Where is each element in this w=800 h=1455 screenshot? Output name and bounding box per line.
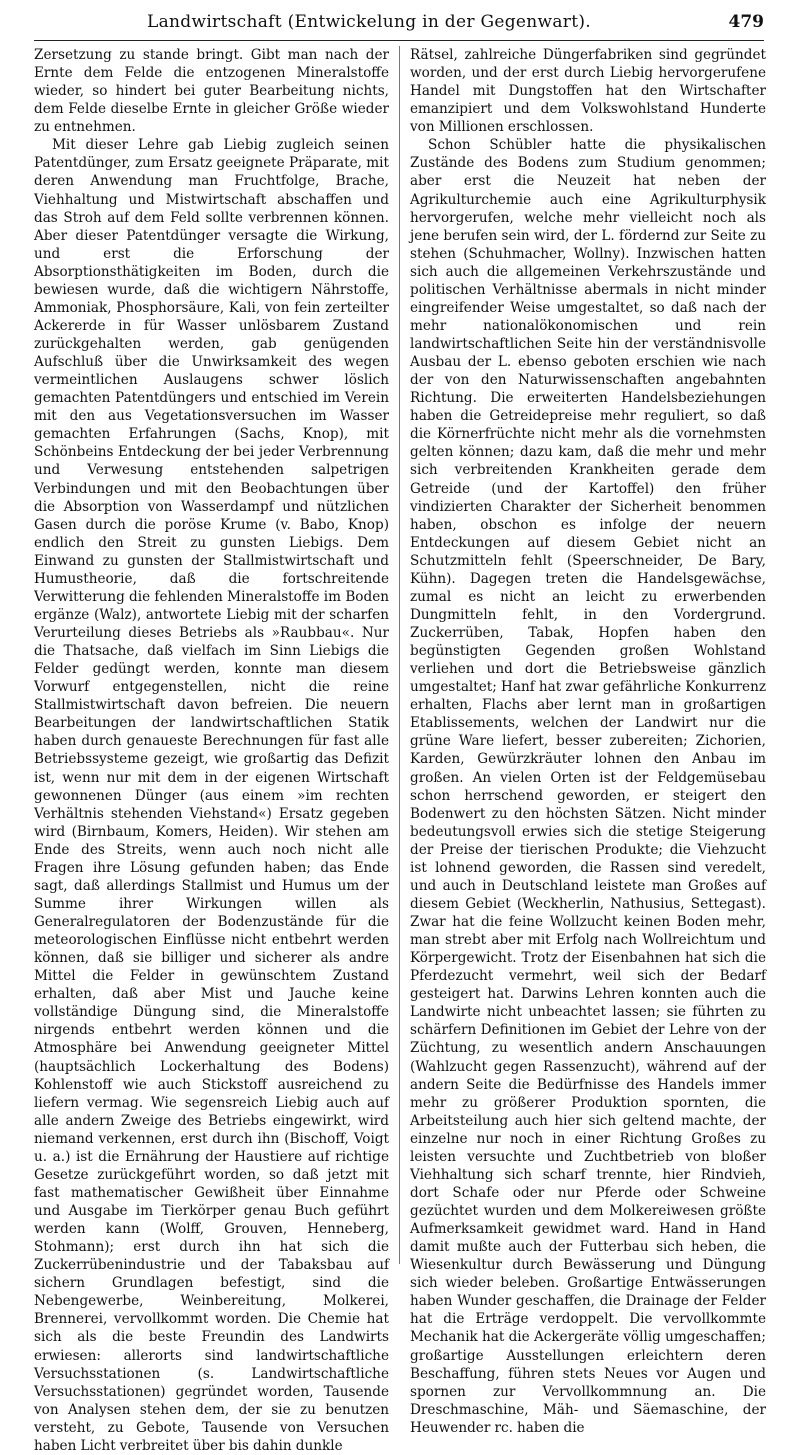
paragraph: Zersetzung zu stande bringt. Gibt man nach der Ernte dem Felde die entzogenen Mineralstoffe wieder, so hindert bei guter Bearbeitung nichts, dem Felde dieselbe Ernte in gleicher Größe wieder zu entnehmen. — [34, 47, 389, 136]
right-column — [410, 46, 766, 1436]
column-divider — [399, 46, 400, 1264]
left-column — [34, 46, 389, 1454]
paragraph: Rätsel, zahlreiche Düngerfabriken sind gegründet worden, und der erst durch Liebig hervorgerufene Handel mit Dungstoffen hat den Wirtschafter emanzipiert und dem Volkswohlstand Hunderte von Millionen erschlossen. — [410, 47, 766, 136]
page-header — [34, 10, 764, 41]
paragraph: Schon Schübler hatte die physikalischen Zustände des Bodens zum Studium genommen; aber erst die Neuzeit hat neben der Agrikulturchemie auch eine Agrikulturphysik hervorgerufen, welche mehr vielleicht noch als jene berufen sein wird, der L. fördernd zur Seite zu stehen (Schuhmacher, Wollny). Inzwischen hatten sich auch die allgemeinen Verkehrszustände und politischen Verhältnisse abermals in nicht minder eingreifender Weise umgestaltet, so daß nach der mehr nationalökonomischen und rein landwirtschaftlichen Seite hin der verständnisvolle Ausbau der L. ebenso geboten erschien wie nach der von den Naturwissenschaften angebahnten Richtung. Die erweiterten Handelsbeziehungen haben die Getreidepreise mehr reguliert, so daß die Körnerfrüchte nicht mehr als die vornehmsten gelten können; dazu kam, daß die mehr und mehr sich verbreitenden Krankheiten gerade dem Getreide (und der Kartoffel) den früher vindizierten Charakter der Sicherheit benommen haben, obschon es infolge der neuern Entdeckungen auf diesem Gebiet nicht an Schutzmitteln fehlt (Speerschneider, De Bary, Kühn). Dagegen treten die Handelsgewächse, zumal es nicht an leicht zu erwerbenden Dungmitteln fehlt, in den Vordergrund. Zuckerrüben, Tabak, Hopfen haben den begünstigten Gegenden großen Wohlstand verliehen und dort die Betriebsweise gänzlich umgestaltet; Hanf hat zwar gefährliche Konkurrenz erhalten, Flachs aber lernt man in großartigen Etablissements, welchen der Landwirt nur die grüne Ware liefert, besser zubereiten; Zichorien, Karden, Gewürzkräuter lohnen den Anbau im großen. An vielen Orten ist der Feldgemüsebau schon herrschend geworden, er steigert den Bodenwert zu den höchsten Sätzen. Nicht minder bedeutungsvoll erwies sich die stetige Steigerung der Preise der tierischen Produkte; die Viehzucht ist lohnend geworden, die Rassen sind veredelt, und auch in Deutschland leistete man Großes auf diesem Gebiet (Weckherlin, Nathusius, Settegast). Zwar hat die feine Wollzucht keinen Boden mehr, man strebt aber mit Erfolg nach Wollreichtum und Körpergewicht. Trotz der Eisenbahnen hat sich die Pferdezucht vermehrt, weil sich der Bedarf gesteigert hat. Darwins Lehren konnten auch die Landwirte nicht unbeachtet lassen; sie führten zu schärfern Definitionen im Gebiet der Lehre von der Züchtung, zu wesentlich andern Anschauungen (Wahlzucht gegen Rassenzucht), während auf der andern Seite die Bedürfnisse des Handels immer mehr zu größerer Produktion spornten, die Arbeitsteilung auch hier sich geltend machte, der einzelne nur noch in einer Richtung Großes zu leisten versuchte und Zuchtbetrieb von bloßer Viehhaltung sich scharf trennte, hier Rindvieh, dort Schafe oder nur Pferde oder Schweine gezüchtet wurden und dem Molkereiwesen größte Aufmerksamkeit gewidmet ward. Hand in Hand damit mußte auch der Futterbau sich heben, die Wiesenkultur durch Bewässerung und Düngung sich wieder beleben. Großartige Entwässerungen haben Wunder geschaffen, die Drainage der Felder hat die Erträge verdoppelt. Die vervollkommte Mechanik hat die Ackergeräte völlig umgeschaffen; großartige Ausstellungen erleichtern deren Beschaffung, führen stets Neues vor Augen und spornen zur Vervollkommnung an. Die Dreschmaschine, Mäh- und Säemaschine, der Heuwender rc. haben die — [410, 137, 766, 1436]
running-title: Landwirtschaft (Entwickelung in der Gegenwart). — [147, 12, 591, 32]
paragraph: Mit dieser Lehre gab Liebig zugleich seinen Patentdünger, zum Ersatz geeignete Präparate, mit deren Anwendung man Fruchtfolge, Brache, Viehhaltung und Mistwirtschaft abschaffen und das Stroh auf dem Feld sollte verbrennen können. Aber dieser Patentdünger versagte die Wirkung, und erst die Erforschung der Absorptionsthätigkeiten im Boden, durch die bewiesen wurde, daß die wichtigern Nährstoffe, Ammoniak, Phosphorsäure, Kali, von fein zerteilter Ackererde in für Wasser unlösbarem Zustand zurückgehalten werden, gab genügenden Aufschluß über die Unwirksamkeit des wegen vermeintlichen Auslaugens schwer löslich gemachten Patentdüngers und entschied im Verein mit den aus Vegetationsversuchen im Wasser gemachten Erfahrungen (Sachs, Knop), mit Schönbeins Entdeckung der bei jeder Verbrennung und Verwesung entstehenden salpetrigen Verbindungen und mit den Beobachtungen über die Absorption von Wasserdampf und nützlichen Gasen durch die poröse Krume (v. Babo, Knop) endlich den Streit zu gunsten Liebigs. Dem Einwand zu gunsten der Stallmistwirtschaft und Humustheorie, daß die fortschreitende Verwitterung die fehlenden Mineralstoffe im Boden ergänze (Walz), antwortete Liebig mit der scharfen Verurteilung dieses Betriebs als »Raubbau«. Nur die Thatsache, daß vielfach im Sinn Liebigs die Felder gedüngt werden, konnte man diesem Vorwurf entgegenstellen, nicht die reine Stallmistwirtschaft davon befreien. Die neuern Bearbeitungen der landwirtschaftlichen Statik haben durch genaueste Berechnungen für fast alle Betriebssysteme gezeigt, wie großartig das Defizit ist, wenn nur mit dem in der eigenen Wirtschaft gewonnenen Dünger (aus einem »im rechten Verhältnis stehenden Viehstand«) Ersatz gegeben wird (Birnbaum, Komers, Heiden). Wir stehen am Ende des Streits, wenn auch noch nicht alle Fragen ihre Lösung gefunden haben; das Ende sagt, daß allerdings Stallmist und Humus um der Summe ihrer Wirkungen willen als Generalregulatoren der Bodenzustände für die meteorologischen Einflüsse nicht entbehrt werden können, daß sie billiger und sicherer als andre Mittel die Felder in gewünschtem Zustand erhalten, daß aber Mist und Jauche keine vollständige Düngung sind, die Mineralstoffe nirgends entbehrt werden können und die Atmosphäre bei Anwendung geeigneter Mittel (hauptsächlich Lockerhaltung des Bodens) Kohlenstoff wie auch Stickstoff ausreichend zu liefern vermag. Wie segensreich Liebig auch auf alle andern Zweige des Betriebs eingewirkt, wird niemand verkennen, erst durch ihn (Bischoff, Voigt u. a.) ist die Ernährung der Haustiere auf richtige Gesetze zurückgeführt worden, so daß jetzt mit fast mathematischer Gewißheit über Einnahme und Ausgabe im Tierkörper genau Buch geführt werden kann (Wolff, Grouven, Henneberg, Stohmann); erst durch ihn hat sich die Zuckerrübenindustrie und der Tabaksbau auf sichern Grundlagen befestigt, sind die Nebengewerbe, Weinbereitung, Molkerei, Brennerei, vervollkommt worden. Die Chemie hat sich als die beste Freundin des Landwirts erwiesen: allerorts sind landwirtschaftliche Versuchsstationen (s. Landwirtschaftliche Versuchsstationen) gegründet worden, Tausende von Analysen stehen dem, der sie zu benutzen versteht, zu Gebote, Tausende von Versuchen haben Licht verbreitet über bis dahin dunkle — [34, 137, 389, 1454]
page-number: 479 — [728, 12, 764, 32]
